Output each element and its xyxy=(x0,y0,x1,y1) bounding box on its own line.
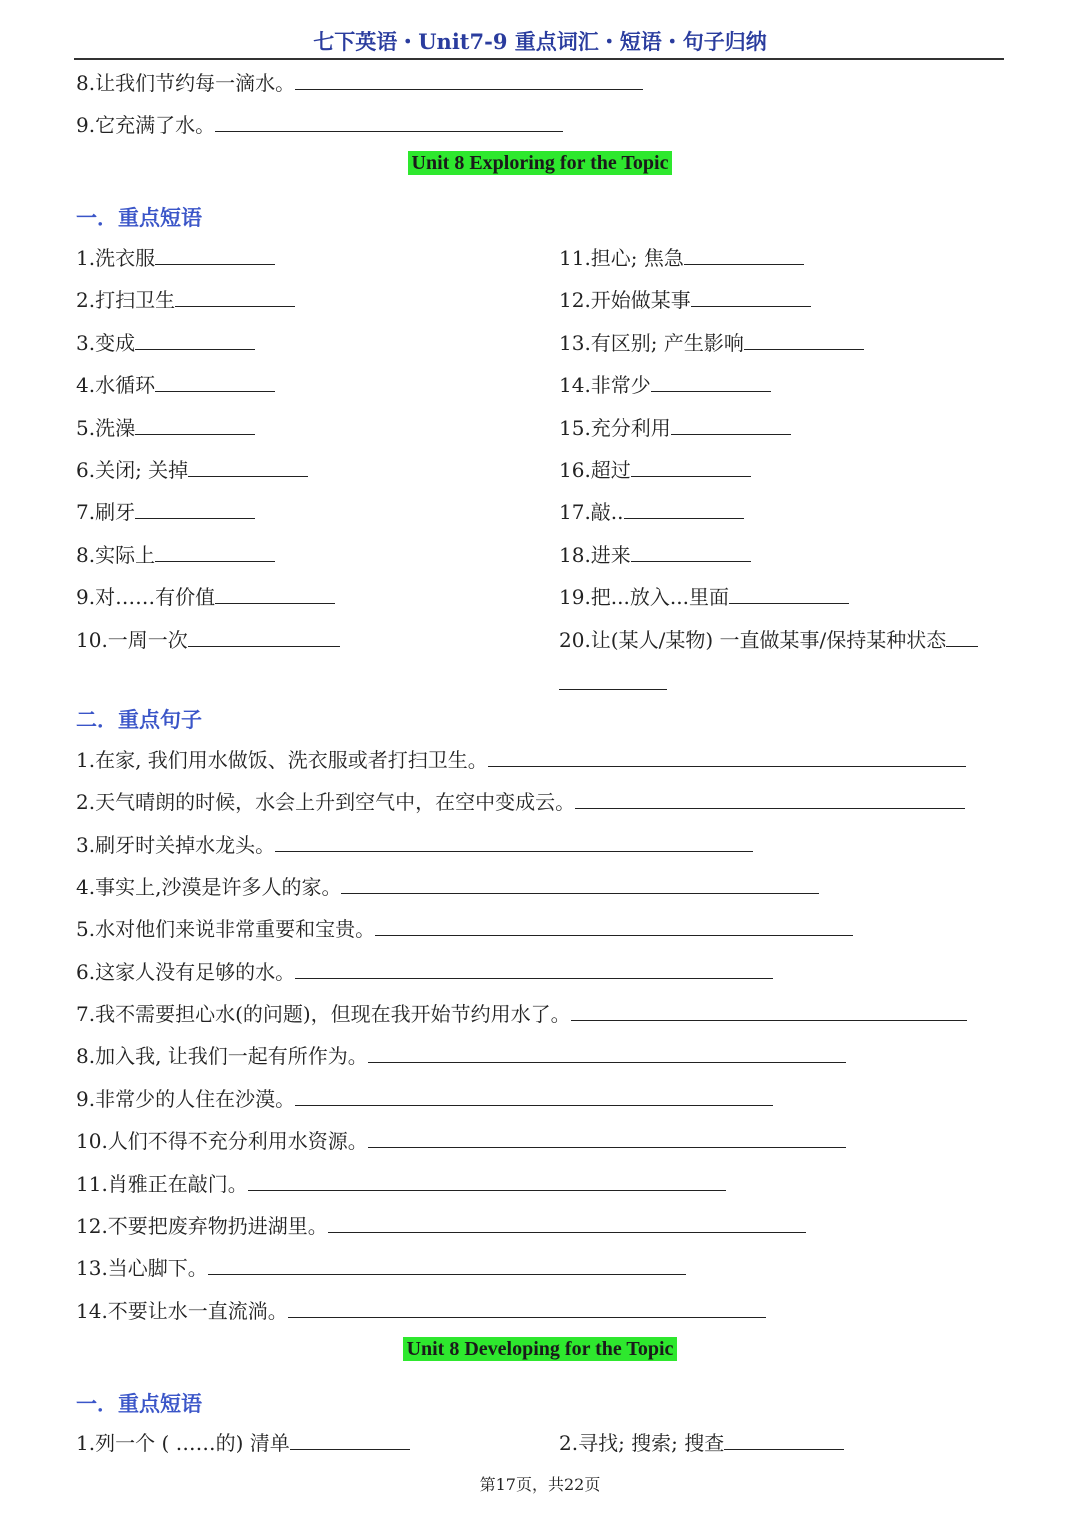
answer-blank[interactable] xyxy=(135,500,255,519)
sentence-item: 10.人们不得不充分利用水资源。 xyxy=(76,1128,846,1154)
phrase-item: 12.开始做某事 xyxy=(559,287,811,313)
answer-blank[interactable] xyxy=(188,628,340,647)
answer-blank[interactable] xyxy=(135,331,255,350)
answer-blank[interactable] xyxy=(684,246,804,265)
answer-blank[interactable] xyxy=(295,1087,773,1106)
answer-blank[interactable] xyxy=(328,1214,806,1233)
sentence-item: 11.肖雅正在敲门。 xyxy=(76,1171,726,1197)
answer-blank[interactable] xyxy=(368,1044,846,1063)
unit8-exploring-banner: Unit 8 Exploring for the Topic xyxy=(0,152,1080,175)
answer-blank[interactable] xyxy=(368,1129,846,1148)
phrase-item: 17.敲.. xyxy=(559,499,744,525)
top-sentence-8: 8.让我们节约每一滴水。 xyxy=(76,70,643,96)
answer-blank[interactable] xyxy=(575,790,965,809)
answer-blank[interactable] xyxy=(651,373,771,392)
answer-blank[interactable] xyxy=(631,543,751,562)
answer-blank[interactable] xyxy=(295,960,773,979)
answer-blank[interactable] xyxy=(290,1431,410,1450)
phrases-heading: 一．重点短语 xyxy=(76,205,202,230)
top-sentence-9: 9.它充满了水。 xyxy=(76,112,563,138)
answer-blank[interactable] xyxy=(288,1299,766,1318)
answer-blank[interactable] xyxy=(631,458,751,477)
answer-blank[interactable] xyxy=(188,458,308,477)
page-footer: 第17页，共22页 xyxy=(479,1475,601,1494)
answer-blank[interactable] xyxy=(248,1172,726,1191)
sentences-heading: 二．重点句子 xyxy=(76,707,202,732)
answer-blank[interactable] xyxy=(155,543,275,562)
phrase-20-continuation xyxy=(559,670,667,696)
sentence-item: 8.加入我, 让我们一起有所作为。 xyxy=(76,1043,846,1069)
answer-blank[interactable] xyxy=(571,1002,967,1021)
phrase-item: 1.洗衣服 xyxy=(76,245,275,271)
phrase-item: 4.水循环 xyxy=(76,372,275,398)
answer-blank[interactable] xyxy=(135,416,255,435)
sentence-item: 1.在家, 我们用水做饭、洗衣服或者打扫卫生。 xyxy=(76,747,966,773)
answer-blank[interactable] xyxy=(295,71,643,90)
answer-blank[interactable] xyxy=(946,628,978,647)
phrase-item: 6.关闭; 关掉 xyxy=(76,457,308,483)
phrase-item: 3.变成 xyxy=(76,330,255,356)
answer-blank[interactable] xyxy=(208,1256,686,1275)
phrase-item: 11.担心; 焦急 xyxy=(559,245,804,271)
phrase-item: 5.洗澡 xyxy=(76,415,255,441)
sentence-item: 12.不要把废弃物扔进湖里。 xyxy=(76,1213,806,1239)
developing-phrase-item: 2.寻找; 搜索; 搜查 xyxy=(559,1430,844,1456)
phrase-item: 13.有区别; 产生影响 xyxy=(559,330,864,356)
sentence-item: 6.这家人没有足够的水。 xyxy=(76,959,773,985)
sentence-item: 7.我不需要担心水(的问题)，但现在我开始节约用水了。 xyxy=(76,1001,967,1027)
answer-blank[interactable] xyxy=(175,288,295,307)
phrase-item: 20.让(某人/某物) 一直做某事/保持某种状态 xyxy=(559,627,978,653)
answer-blank[interactable] xyxy=(624,500,744,519)
answer-blank[interactable] xyxy=(275,833,753,852)
sentence-item: 13.当心脚下。 xyxy=(76,1255,686,1281)
unit8-developing-banner: Unit 8 Developing for the Topic xyxy=(0,1338,1080,1361)
answer-blank[interactable] xyxy=(671,416,791,435)
answer-blank[interactable] xyxy=(559,671,667,690)
sentence-item: 4.事实上,沙漠是许多人的家。 xyxy=(76,874,819,900)
answer-blank[interactable] xyxy=(724,1431,844,1450)
phrase-item: 18.进来 xyxy=(559,542,751,568)
developing-phrase-item: 1.列一个 ( ……的) 清单 xyxy=(76,1430,410,1456)
answer-blank[interactable] xyxy=(155,373,275,392)
sentence-item: 5.水对他们来说非常重要和宝贵。 xyxy=(76,916,853,942)
phrase-item: 9.对……有价值 xyxy=(76,584,335,610)
sentence-item: 14.不要让水一直流淌。 xyxy=(76,1298,766,1324)
answer-blank[interactable] xyxy=(215,585,335,604)
phrase-item: 19.把...放入...里面 xyxy=(559,584,849,610)
answer-blank[interactable] xyxy=(691,288,811,307)
sentence-item: 3.刷牙时关掉水龙头。 xyxy=(76,832,753,858)
phrase-item: 10.一周一次 xyxy=(76,627,340,653)
phrase-item: 15.充分利用 xyxy=(559,415,791,441)
answer-blank[interactable] xyxy=(375,917,853,936)
phrase-item: 2.打扫卫生 xyxy=(76,287,295,313)
phrase-item: 7.刷牙 xyxy=(76,499,255,525)
developing-phrases-heading: 一．重点短语 xyxy=(76,1391,202,1416)
answer-blank[interactable] xyxy=(215,113,563,132)
answer-blank[interactable] xyxy=(744,331,864,350)
answer-blank[interactable] xyxy=(341,875,819,894)
page-header-title: 七下英语・Unit7-9 重点词汇・短语・句子归纳 xyxy=(313,29,767,54)
phrase-item: 8.实际上 xyxy=(76,542,275,568)
header-divider xyxy=(74,58,1004,60)
sentence-item: 2.天气晴朗的时候，水会上升到空气中，在空中变成云。 xyxy=(76,789,965,815)
answer-blank[interactable] xyxy=(488,748,966,767)
answer-blank[interactable] xyxy=(155,246,275,265)
phrase-item: 16.超过 xyxy=(559,457,751,483)
sentence-item: 9.非常少的人住在沙漠。 xyxy=(76,1086,773,1112)
answer-blank[interactable] xyxy=(729,585,849,604)
phrase-item: 14.非常少 xyxy=(559,372,771,398)
